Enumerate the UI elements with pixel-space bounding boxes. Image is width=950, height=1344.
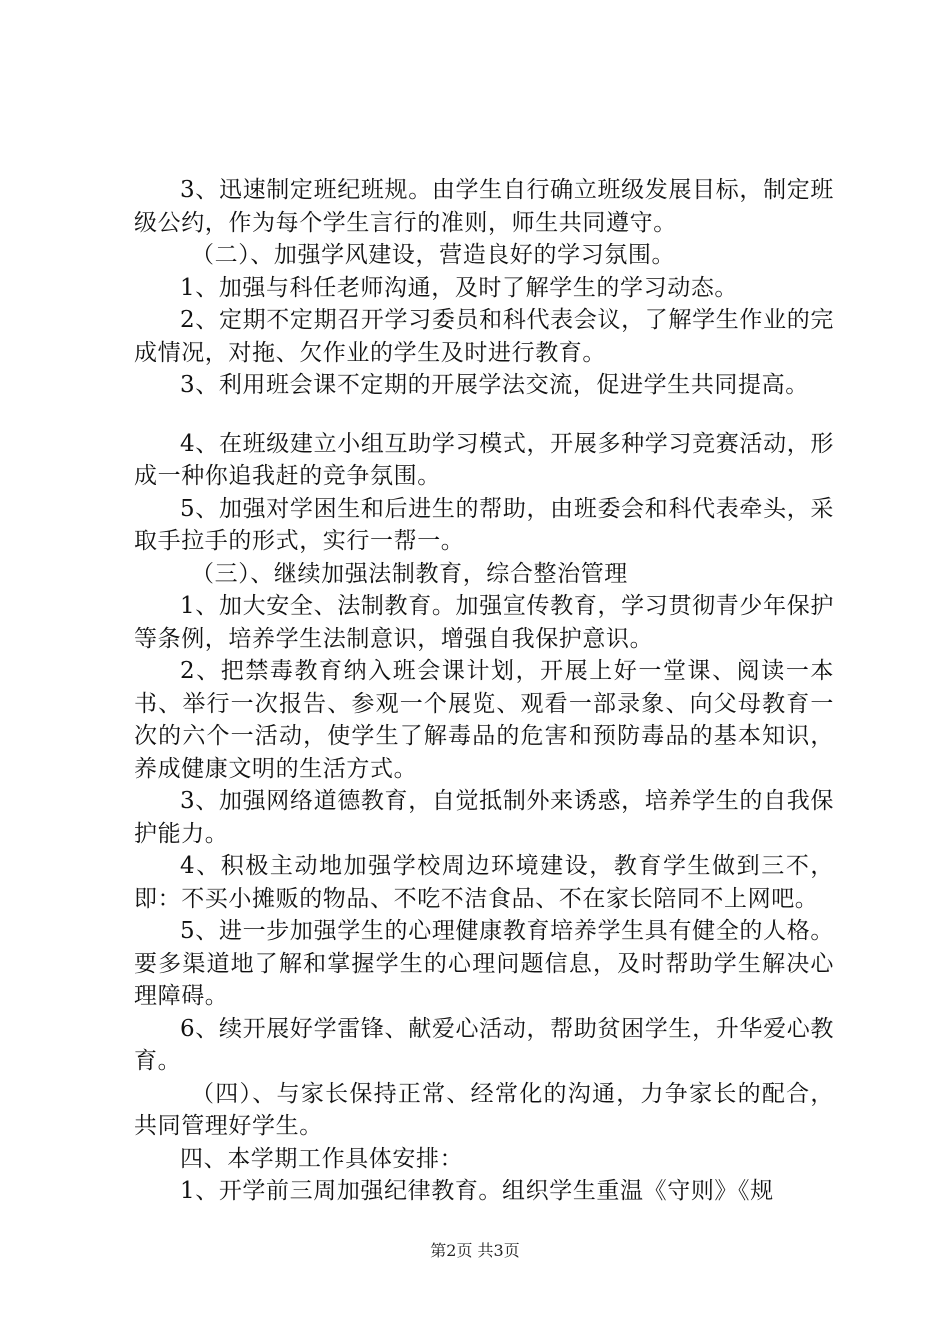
section-heading: （三）、继续加强法制教育，综合整治管理 xyxy=(191,560,628,587)
paragraph: 5、加强对学困生和后进生的帮助，由班委会和科代表牵头，采取手拉手的形式，实行一帮一。 xyxy=(134,495,834,554)
paragraph: 2、定期不定期召开学习委员和科代表会议，了解学生作业的完成情况，对拖、欠作业的学生及时进行教育。 xyxy=(134,307,834,366)
paragraph: 5、进一步加强学生的心理健康教育培养学生具有健全的人格。要多渠道地了解和掌握学生的心理问题信息，及时帮助学生解决心理障碍。 xyxy=(134,918,834,1009)
paragraph: 1、加大安全、法制教育。加强宣传教育，学习贯彻青少年保护等条例，培养学生法制意识，增强自我保护意识。 xyxy=(134,593,834,652)
paragraph: 3、利用班会课不定期的开展学法交流，促进学生共同提高。 xyxy=(180,372,809,398)
paragraph: 1、加强与科任老师沟通，及时了解学生的学习动态。 xyxy=(180,274,739,301)
paragraph: 4、积极主动地加强学校周边环境建设，教育学生做到三不，即：不买小摊贩的物品、不吃不洁食品、不在家长陪同不上网吧。 xyxy=(134,853,834,912)
paragraph: 4、在班级建立小组互助学习模式，开展多种学习竞赛活动，形成一种你追我赶的竞争氛围。 xyxy=(134,430,834,489)
paragraph: 3、加强网络道德教育，自觉抵制外来诱惑，培养学生的自我保护能力。 xyxy=(134,788,834,847)
paragraph: 6、续开展好学雷锋、献爱心活动，帮助贫困学生，升华爱心教育。 xyxy=(134,1015,834,1074)
document-body xyxy=(134,174,834,1208)
paragraph: 2、把禁毒教育纳入班会课计划，开展上好一堂课、阅读一本书、举行一次报告、参观一个展览、观看一部录象、向父母教育一次的六个一活动，使学生了解毒品的危害和预防毒品的基本知识，养成健康文明的生活方式。 xyxy=(134,658,834,782)
section-heading: （四）、与家长保持正常、经常化的沟通，力争家长的配合，共同管理好学生。 xyxy=(134,1080,834,1139)
paragraph: 3、迅速制定班纪班规。由学生自行确立班级发展目标，制定班级公约，作为每个学生言行的准则，师生共同遵守。 xyxy=(134,177,834,236)
paragraph-gap xyxy=(134,402,834,428)
paragraph: 1、开学前三周加强纪律教育。组织学生重温《守则》《规 xyxy=(180,1178,774,1204)
section-heading: （二）、加强学风建设，营造良好的学习氛围。 xyxy=(191,242,676,268)
page-number-footer: 第2页 共3页 xyxy=(430,1241,520,1260)
section-heading: 四、本学期工作具体安排： xyxy=(180,1145,464,1172)
